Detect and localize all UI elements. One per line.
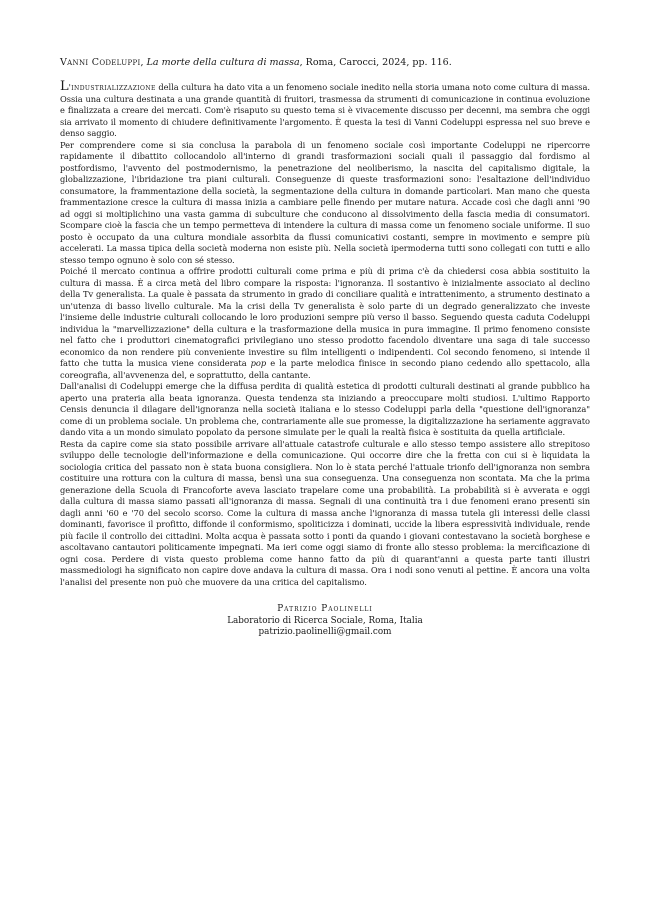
paragraph-3 bbox=[60, 266, 590, 381]
paragraph-4: Dall'analisi di Codeluppi emerge che la diffusa perdita di qualità estetica di prodotti culturali destinati al grande pubblico ha aperto una prateria alla beata ignoranza. Questa tendenza sta iniziando a preoccupare molti studiosi. L'ultimo Rapporto Censis denuncia il dilagare dell'ignoranza nella società italiana e lo stesso Codeluppi parla della "questione dell'ignoranza" come di un problema sociale. Un problema che, contrariamente alle sue promesse, la digitalizzazione ha seriamente aggravato dando vita a un mondo simulato popolato da persone simulate per le quali la realtà fisica è sostituita da quella artificiale. bbox=[60, 381, 590, 437]
paragraph-intro bbox=[60, 81, 590, 140]
book-author: Vanni Codeluppi bbox=[60, 57, 141, 68]
reviewer-email: patrizio.paolinelli@gmail.com bbox=[258, 627, 392, 637]
review-page bbox=[60, 56, 590, 639]
citation-separator: , bbox=[140, 57, 147, 68]
paragraph-3-emphasis: pop bbox=[250, 358, 267, 368]
reviewer-affiliation: Laboratorio di Ricerca Sociale, Roma, Italia bbox=[227, 615, 423, 626]
reviewer-name: Patrizio Paolinelli bbox=[277, 604, 373, 614]
book-citation bbox=[60, 56, 590, 69]
paragraph-3-part-b: e la parte melodica finisce in secondo piano cedendo allo spettacolo, alla coreografia, all'avvenenza del, e soprattutto, della cantante. bbox=[60, 358, 590, 380]
paragraph-intro-text: della cultura ha dato vita a un fenomeno sociale inedito nella storia umana noto come cultura di massa. Ossia una cultura destinata a una grande quantità di fruitori, trasmessa da strumenti di comunicazione in continua evoluzione e finalizzata a creare dei mercati. Com'è risaputo su questo tema si è vivacemente discusso per decenni, ma sembra che oggi sia arrivato il momento di chiudere definitivamente l'argomento. È questa la tesi di Vanni Codeluppi espressa nel suo breve e denso saggio. bbox=[60, 82, 590, 138]
paragraph-2: Per comprendere come si sia conclusa la parabola di un fenomeno sociale così importante Codeluppi ne ripercorre rapidamente il dibattito collocandolo all'interno di grandi trasformazioni sociali quali il passaggio dal fordismo al postfordismo, l'avvento del postmodernismo, la penetrazione del neoliberismo, la nascita del capitalismo digitale, la globalizzazione, l'ibridazione tra piani culturali. Conseguenze di queste trasformazioni sono: l'esaltazione dell'individuo consumatore, la frammentazione della società, la segmentazione della cultura in domande particolari. Man mano che questa frammentazione cresce la cultura di massa inizia a cambiare pelle finendo per mutare natura. Accade così che dagli anni '90 ad oggi si moltiplichino una vasta gamma di subculture che conducono al dissolvimento della fascia media di consumatori. Scompare cioè la fascia che un tempo permetteva di intendere la cultura di massa come un fenomeno sociale uniforme. Il suo posto è occupato da una cultura mondiale assorbita da flussi comunicativi costanti, sempre in movimento e sempre più accelerati. La massa tipica della società moderna non esiste più. Nella società ipermoderna tutti sono collegati con tutti e allo stesso tempo ognuno è solo con sé stesso. bbox=[60, 139, 590, 265]
paragraph-5: Resta da capire come sia stato possibile arrivare all'attuale catastrofe culturale e allo stesso tempo assistere allo strepitoso sviluppo delle tecnologie dell'informazione e della comunicazione. Qui occorre dire che la fretta con cui si è liquidata la sociologia critica del passato non è stata buona consigliera. Non lo è stata perché l'attuale trionfo dell'ignoranza non sembra costituire una rottura con la cultura di massa, bensì una sua conseguenza. Una conseguenza non scontata. Ma che la prima generazione della Scuola di Francoforte aveva lasciato trapelare come una probabilità. La probabilità si è avverata e oggi dalla cultura di massa siamo passati all'ignoranza di massa. Segnali di una continuità tra i due fenomeni erano presenti sin dagli anni '60 e '70 del secolo scorso. Come la cultura di massa anche l'ignoranza di massa tutela gli interessi delle classi dominanti, favorisce il profitto, diffonde il conformismo, spoliticizza i dominati, uccide la libera espressività individuale, rende più facile il controllo dei cittadini. Molta acqua è passata sotto i ponti da quando i giovani contestavano la società borghese e ascoltavano cantautori politicamente impegnati. Ma ieri come oggi siamo di fronte allo stesso problema: la mercificazione di ogni cosa. Perdere di vista questo problema come hanno fatto da più di quarant'anni a questa parte tanti illustri massmediologi ha significato non capire dove andava la cultura di massa. Ora i nodi sono venuti al pettine. È ancora una volta l'analisi del presente non può che muovere da una critica del capitalismo. bbox=[60, 438, 590, 587]
paragraph-3-part-a: Poiché il mercato continua a offrire prodotti culturali come prima e più di prima c'è da chiedersi cosa abbia sostituito la cultura di massa. È a circa metà del libro compare la risposta: l'ignoranza. Il sostantivo è inizialmente associato al declino della Tv generalista. La quale è passata da strumento in grado di conciliare qualità e intrattenimento, a strumento destinato a un'utenza di basso livello culturale. Ma la crisi della Tv generalista è solo parte di un degrado generalizzato che investe l'insieme delle industrie culturali collocando le loro produzioni sempre più verso il basso. Seguendo questa caduta Codeluppi individua la "marvellizzazione" della cultura e la trasformazione della musica in pura immagine. Il primo fenomeno consiste nel fatto che i produttori cinematografici privilegiano uno stesso prodotto facendolo diventare una saga di tale successo economico da non rendere più conveniente investire su film intelligenti o indipendenti. Col secondo fenomeno, si intende il fatto che tutta la musica viene considerata bbox=[60, 266, 590, 368]
reviewer-signature bbox=[60, 604, 590, 639]
lead-smallcaps: 'industrializzazione bbox=[68, 82, 156, 92]
book-title: La morte della cultura di massa bbox=[146, 57, 300, 68]
citation-publication: , Roma, Carocci, 2024, pp. 116. bbox=[299, 57, 452, 68]
lead-initial: L bbox=[60, 79, 69, 94]
